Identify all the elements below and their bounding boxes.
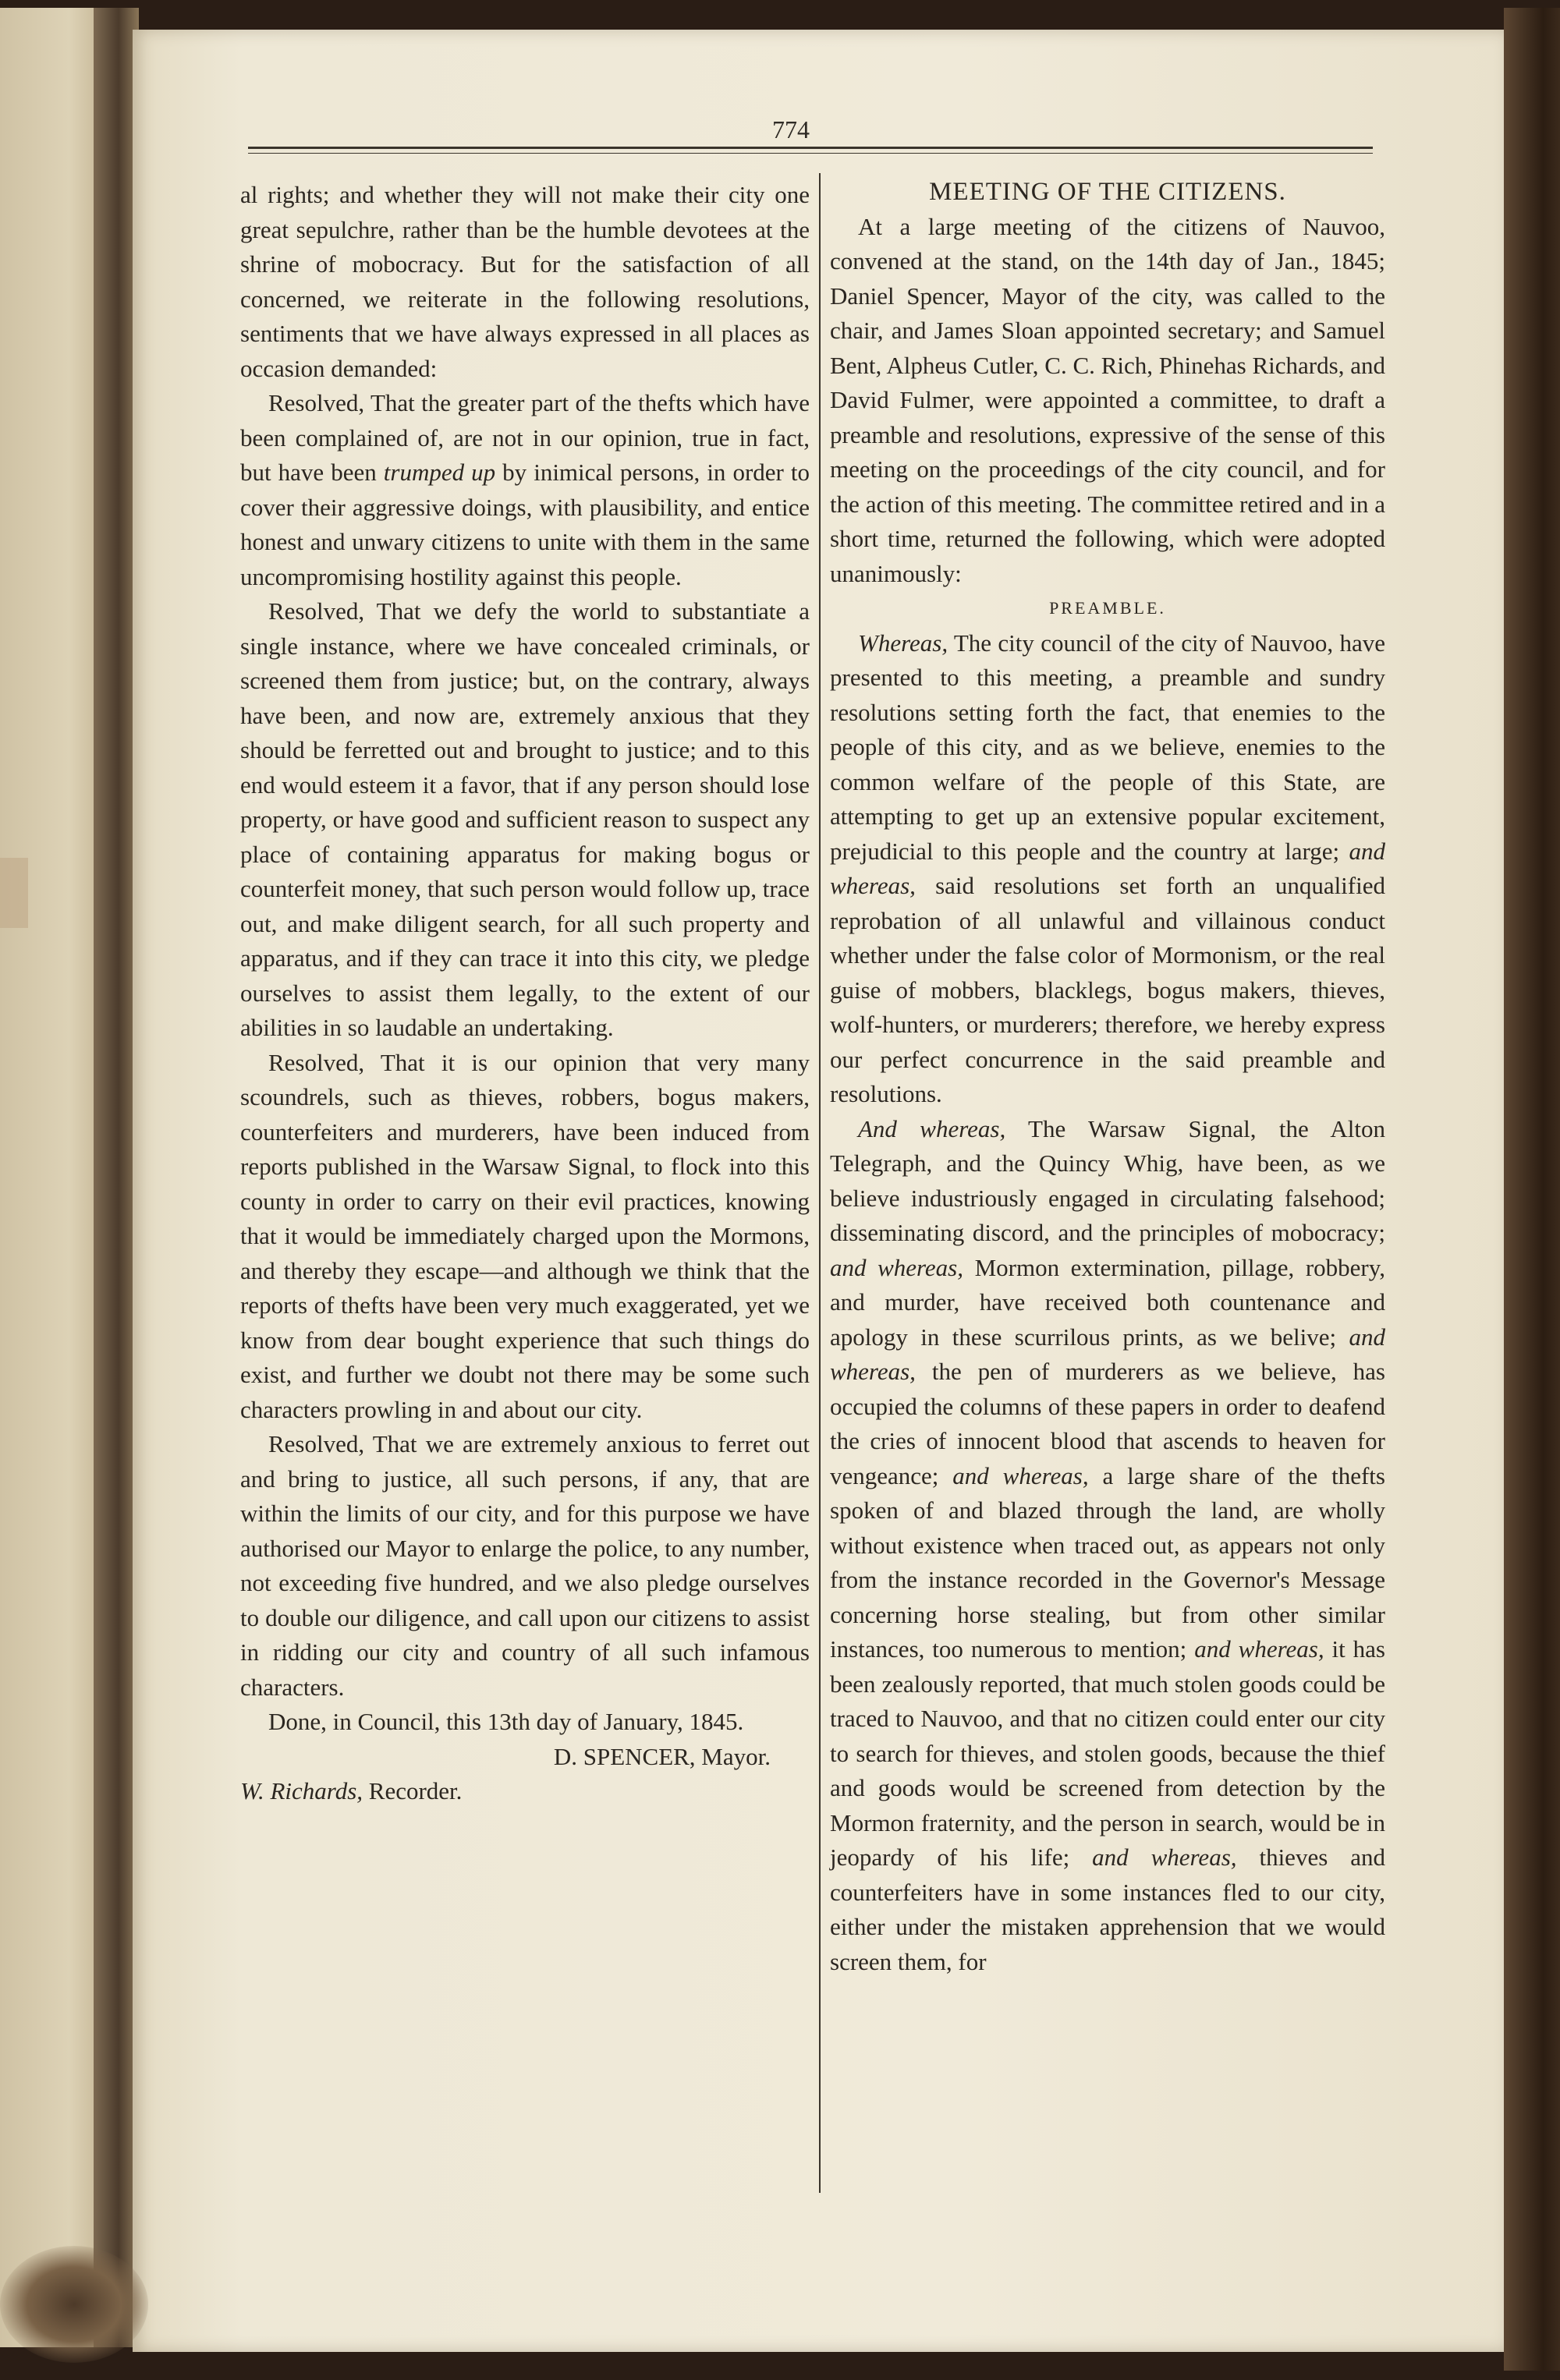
left-column bbox=[240, 178, 810, 1809]
emphasis-trumped-up: trumped up bbox=[383, 459, 496, 486]
resolution-3: Resolved, That it is our opinion that very many scoundrels, such as thieves, robbers, bogus makers, counterfeiters and murderers, have been induced from reports published in the Warsaw Signal, to flock into this county in order to carry on their evil practices, knowing that it would be immediately charged upon the Mormons, and thereby they escape—and although we think that the reports of thefts have been very much exaggerated, yet we know from dear bought experience that such things do exist, and further we doubt not there may be some such characters prowling in and about our city. bbox=[240, 1048, 810, 1423]
article-title: MEETING OF THE CITIZENS. bbox=[929, 178, 1286, 206]
meeting-intro: At a large meeting of the citizens of Nauvoo, convened at the stand, on the 14th day of Jan., 1845; Daniel Spencer, Mayor of the city, was called to the chair, and James Sloan appointed secretary; and Samuel Bent, Alpheus Cutler, C. C. Rich, Phinehas Richards, and David Fulmer, were appointed a committee, to draft a preamble and resolutions, expressive of the sense of this meeting on the proceedings of the city council, and for the action of this meeting. The committee retired and in a short time, returned the following, which were adopted unanimously: bbox=[830, 212, 1385, 587]
signature-recorder: W. Richards, Recorder. bbox=[240, 1777, 463, 1804]
header-rule bbox=[248, 147, 1373, 149]
resolution-1: Resolved, That the greater part of the thefts which have been complained of, are not in our opinion, true in fact, but have been trumped up by inimical persons, in order to cover their aggressive doings, with plausibility, and entice honest and unwary citizens to unite with them in the same uncompromising hostility against this people. bbox=[240, 389, 810, 590]
header-rule-thin bbox=[248, 153, 1373, 154]
paragraph-continuation: al rights; and whether they will not make their city one great sepulchre, rather than be the humble devotees at the shrine of mobocracy. But for the satisfaction of all concerned, we reiterate in the following resolutions, sentiments that we have always expressed in all places as occasion demanded: bbox=[240, 181, 810, 382]
page-number: 774 bbox=[772, 115, 810, 143]
preamble-paragraph-1: Whereas, The city council of the city of Nauvoo, have presented to this meeting, a preamble and sundry resolutions setting forth the fact, that enemies to the people of this city, and as we believe, enemies to the common welfare of the people of this State, are attempting to get up an extensive popular excitement, prejudicial to this people and the country at large; and whereas, said resolutions set forth an unqualified reprobation of all unlawful and villainous conduct whether under the false color of Mormonism, or the real guise of mobbers, blacklegs, bogus makers, thieves, wolf-hunters, or murderers; therefore, we hereby express our perfect concurrence in the said preamble and resolutions. bbox=[830, 629, 1386, 1107]
column-divider bbox=[819, 173, 821, 2193]
book-cover-edge bbox=[1504, 8, 1560, 2371]
preamble-paragraph-2: And whereas, The Warsaw Signal, the Alton Telegraph, and the Quincy Whig, have been, as we believe industriously engaged in circulating falsehood; disseminating discord, and the principles of mobocracy; and whereas, Mormon extermination, pillage, robbery, and murder, have received both countenance and apology in these scurrilous prints, as we belive; and whereas, the pen of murderers as we believe, has occupied the columns of these papers in order to deafend the cries of innocent blood that ascends to heaven for vengeance; and whereas, a large share of the thefts spoken of and blazed through the land, are wholly without existence when traced out, as appears not only from the instance recorded in the Governor's Message concerning horse stealing, but from other similar instances, too numerous to mention; and whereas, it has been zealously reported, that much stolen goods could be traced to Nauvoo, and that no citizen could enter our city to search for thieves, and stolen goods, because the thief and goods would be screened from detection by the Mormon fraternity, and the person in search, would be in jeopardy of his life; and whereas, thieves and counterfeiters have in some instances fled to our city, either under the mistaken apprehension that we would screen them, for bbox=[830, 1114, 1385, 1975]
signature-mayor: D. SPENCER, Mayor. bbox=[553, 1742, 771, 1770]
done-in-council: Done, in Council, this 13th day of January, 1845. bbox=[268, 1708, 744, 1735]
page-stain bbox=[0, 2246, 148, 2363]
right-column bbox=[830, 175, 1385, 1979]
preamble-heading: PREAMBLE. bbox=[1049, 598, 1166, 618]
resolution-2: Resolved, That we defy the world to substantiate a single instance, where we have concealed criminals, or screened them from justice; but, on the contrary, always have been, and now are, extremely anxious that they should be ferretted out and brought to justice; and to this end would esteem it a favor, that if any person should lose property, or have good and sufficient reason to suspect any place of containing apparatus for making bogus or counterfeit money, that such person would follow up, trace out, and make diligent search, for all such property and apparatus, and if they can trace it into this city, we pledge ourselves to assist them legally, to the extent of our abilities in so laudable an undertaking. bbox=[240, 597, 810, 1041]
resolution-4: Resolved, That we are extremely anxious to ferret out and bring to justice, all such persons, if any, that are within the limits of our city, and for this purpose we have authorised our Mayor to enlarge the police, to any number, not exceeding five hundred, and we also pledge ourselves to double our diligence, and call upon our citizens to assist in ridding our city and country of all such infamous characters. bbox=[240, 1430, 810, 1701]
facing-page-mark bbox=[0, 858, 28, 928]
